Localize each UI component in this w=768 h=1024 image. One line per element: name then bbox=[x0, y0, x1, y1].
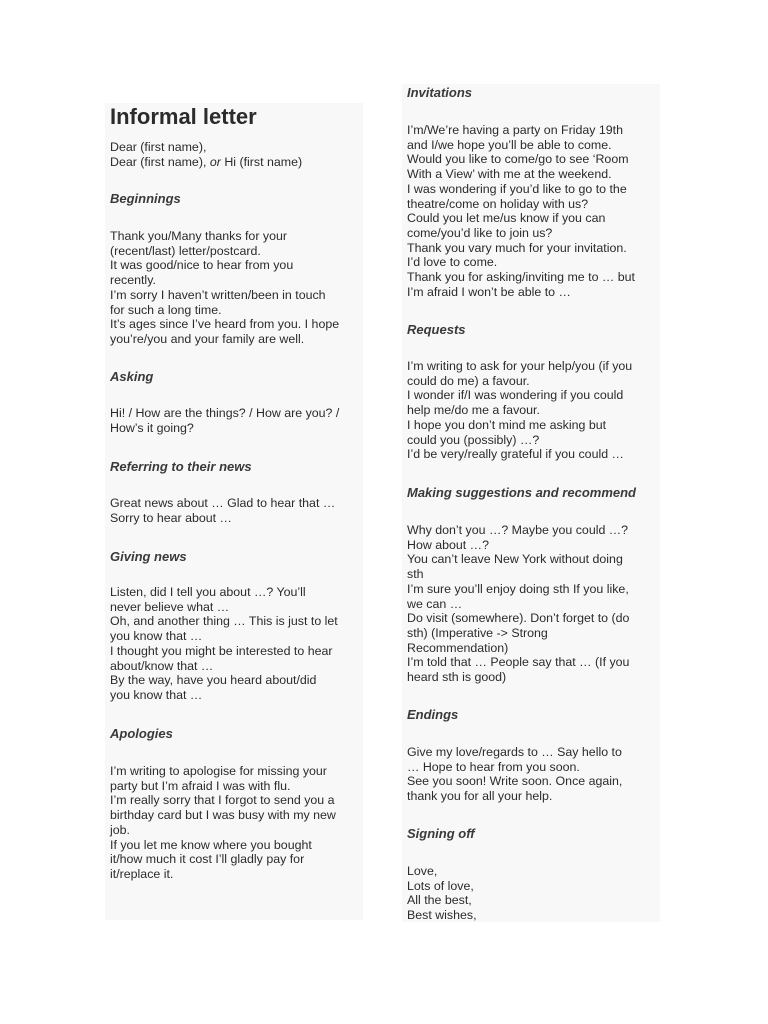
text-line: I was wondering if you’d like to go to the bbox=[407, 181, 627, 196]
text-line: recently. bbox=[110, 273, 156, 288]
section-body-endings bbox=[407, 745, 622, 804]
text-line: You can’t leave New York without doing bbox=[407, 552, 623, 567]
section-heading-apologies: Apologies bbox=[110, 726, 173, 741]
section-heading-making-suggestions-and-recommend: Making suggestions and recommend bbox=[407, 485, 636, 500]
section-body-referring-to-their-news bbox=[110, 496, 335, 525]
text-line: Listen, did I tell you about …? You’ll bbox=[110, 585, 306, 599]
page-title: Informal letter bbox=[110, 104, 257, 129]
text-line: heard sth is good) bbox=[407, 670, 507, 685]
section-body-signing-off bbox=[407, 864, 477, 923]
text-line: and I/we hope you’ll be able to come. bbox=[407, 137, 612, 152]
text-line: Give my love/regards to … Say hello to bbox=[407, 745, 622, 759]
greeting-line-1: Dear (first name), bbox=[110, 140, 207, 154]
text-line: I’d be very/really grateful if you could … bbox=[407, 447, 624, 462]
text-line: it/how much it cost I’ll gladly pay for bbox=[110, 852, 305, 867]
text-line: If you let me know where you bought bbox=[110, 837, 312, 852]
text-line: Hi! / How are the things? / How are you? / bbox=[110, 406, 340, 420]
text-line: thank you for all your help. bbox=[407, 789, 553, 804]
section-heading-giving-news: Giving news bbox=[110, 549, 187, 564]
text-line: Do visit (somewhere). Don’t forget to (do bbox=[407, 611, 630, 626]
section-heading-invitations: Invitations bbox=[407, 85, 473, 100]
text-line: By the way, have you heard about/did bbox=[110, 673, 317, 688]
text-line: never believe what … bbox=[110, 599, 230, 614]
text-line: we can … bbox=[407, 596, 463, 611]
text-line: (recent/last) letter/postcard. bbox=[110, 243, 261, 258]
text-line: job. bbox=[110, 822, 130, 837]
text-line: Would you like to come/go to see ‘Room bbox=[407, 152, 629, 167]
text-line: I’m/We’re having a party on Friday 19th bbox=[407, 123, 624, 137]
text-line: I’m writing to apologise for missing your bbox=[110, 764, 327, 778]
text-line: theatre/come on holiday with us? bbox=[407, 196, 589, 211]
section-body-requests bbox=[407, 359, 632, 462]
section-heading-asking: Asking bbox=[110, 369, 154, 384]
text-line: I wonder if/I was wondering if you could bbox=[407, 388, 624, 403]
text-line: Great news about … Glad to hear that … bbox=[110, 496, 336, 510]
section-body-giving-news bbox=[110, 585, 338, 703]
section-body-beginnings bbox=[110, 229, 339, 347]
text-line: sth bbox=[407, 567, 424, 582]
text-line: for such a long time. bbox=[110, 302, 222, 317]
text-line: you know that … bbox=[110, 687, 203, 702]
text-line: … Hope to hear from you soon. bbox=[407, 759, 580, 774]
section-heading-beginnings: Beginnings bbox=[110, 191, 181, 206]
text-line: Sorry to hear about … bbox=[110, 510, 232, 525]
text-line: about/know that … bbox=[110, 658, 214, 673]
text-line: See you soon! Write soon. Once again, bbox=[407, 774, 623, 789]
text-line: birthday card but I was busy with my new bbox=[110, 808, 336, 823]
text-line: come/you’d like to join us? bbox=[407, 225, 553, 240]
text-line: I’d love to come. bbox=[407, 255, 498, 270]
text-line: How about …? bbox=[407, 537, 489, 552]
text-line: Thank you for asking/inviting me to … but bbox=[407, 270, 635, 285]
text-line: you know that … bbox=[110, 629, 203, 644]
text-line: Oh, and another thing … This is just to let bbox=[110, 614, 338, 629]
text-line: Thank you vary much for your invitation. bbox=[407, 240, 627, 255]
section-body-apologies bbox=[110, 764, 336, 882]
text-line: I’m sorry I haven’t written/been in touch bbox=[110, 287, 326, 302]
text-line: All the best, bbox=[407, 893, 472, 908]
text-line: I’m really sorry that I forgot to send you a bbox=[110, 793, 335, 808]
text-line: With a View’ with me at the weekend. bbox=[407, 167, 612, 182]
text-line: Lots of love, bbox=[407, 878, 474, 893]
text-line: It was good/nice to hear from you bbox=[110, 258, 294, 273]
text-line: How’s it going? bbox=[110, 420, 194, 435]
text-line: Could you let me/us know if you can bbox=[407, 211, 606, 226]
text-line: Love, bbox=[407, 864, 438, 878]
text-line: I’m afraid I won’t be able to … bbox=[407, 284, 571, 299]
text-line: Recommendation) bbox=[407, 640, 509, 655]
text-line: Thank you/Many thanks for your bbox=[110, 229, 287, 243]
section-body-making-suggestions-and-recommend bbox=[407, 523, 629, 685]
text-line: you’re/you and your family are well. bbox=[110, 331, 305, 346]
text-line: could do me) a favour. bbox=[407, 373, 530, 388]
section-heading-requests: Requests bbox=[407, 322, 466, 337]
section-heading-referring-to-their-news: Referring to their news bbox=[110, 459, 252, 474]
text-line: could you (possibly) …? bbox=[407, 432, 540, 447]
greeting-line-2: Dear (first name), or Hi (first name) bbox=[110, 154, 303, 169]
section-body-asking bbox=[110, 406, 339, 435]
section-heading-endings: Endings bbox=[407, 707, 459, 722]
text-line: I hope you don’t mind me asking but bbox=[407, 417, 607, 432]
text-line: party but I’m afraid I was with flu. bbox=[110, 778, 291, 793]
text-line: Best wishes, bbox=[407, 908, 477, 923]
text-line: I’m told that … People say that … (If you bbox=[407, 655, 630, 670]
text-line: I’m sure you’ll enjoy doing sth If you like, bbox=[407, 581, 629, 596]
text-line: I thought you might be interested to hear bbox=[110, 643, 333, 658]
text-line: it/replace it. bbox=[110, 866, 174, 881]
text-line: It’s ages since I’ve heard from you. I hope bbox=[110, 317, 340, 332]
section-heading-signing-off: Signing off bbox=[407, 826, 475, 841]
text-line: sth) (Imperative -> Strong bbox=[407, 625, 548, 640]
text-line: help me/do me a favour. bbox=[407, 403, 540, 418]
section-body-invitations bbox=[407, 123, 635, 299]
text-line: I’m writing to ask for your help/you (if you bbox=[407, 359, 633, 373]
text-line: Why don’t you …? Maybe you could …? bbox=[407, 523, 629, 537]
greeting-block bbox=[110, 140, 302, 169]
